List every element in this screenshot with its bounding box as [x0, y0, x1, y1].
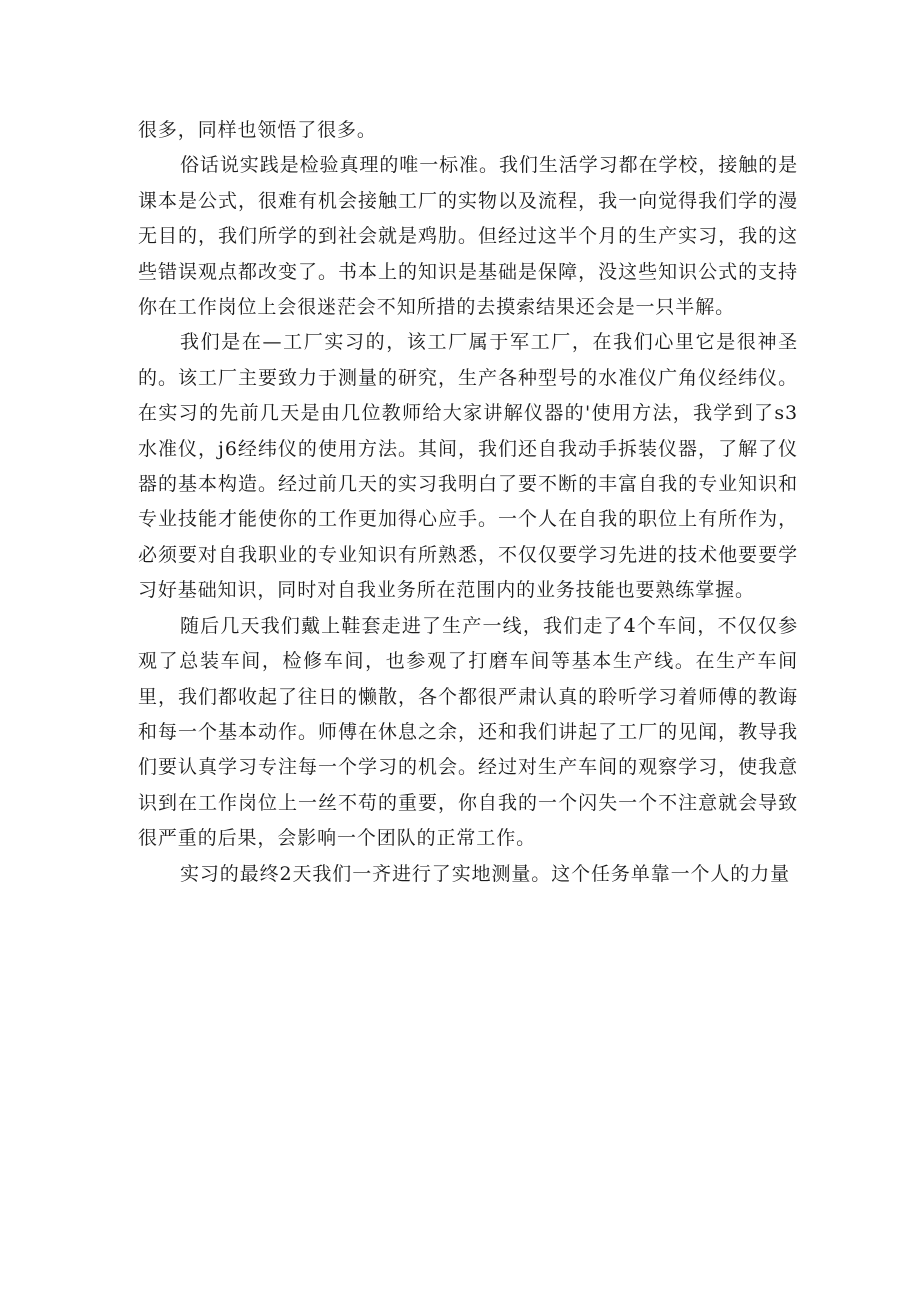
paragraph-3: 我们是在—工厂实习的，该工厂属于军工厂，在我们心里它是很神圣的。该工厂主要致力于测量的研究，生产各种型号的水准仪广角仪经纬仪。在实习的先前几天是由几位教师给大家讲解仪器的'使用方法，我学到了s3水准仪，j6经纬仪的使用方法。其间，我们还自我动手拆装仪器，了解了仪器的基本构造。经过前几天的实习我明白了要不断的丰富自我的专业知识和专业技能才能使你的工作更加得心应手。一个人在自我的职位上有所作为，必须要对自我职业的专业知识有所熟悉，不仅仅要学习先进的技术他要要学习好基础知识，同时对自我业务所在范围内的业务技能也要熟练掌握。 [138, 331, 798, 602]
paragraph-4: 随后几天我们戴上鞋套走进了生产一线，我们走了4个车间，不仅仅参观了总装车间，检修车间，也参观了打磨车间等基本生产线。在生产车间里，我们都收起了往日的懒散，各个都很严肃认真的聆听学习着师傅的教诲和每一个基本动作。师傅在休息之余，还和我们讲起了工厂的见闻，教导我们要认真学习专注每一个学习的机会。经过对生产车间的观察学习，使我意识到在工作岗位上一丝不苟的重要，你自我的一个闪失一个不注意就会导致很严重的后果，会影响一个团队的正常工作。 [138, 614, 798, 850]
paragraph-1: 很多，同样也领悟了很多。 [138, 119, 377, 141]
document-body [138, 113, 798, 892]
paragraph-2: 俗话说实践是检验真理的唯一标准。我们生活学习都在学校，接触的是课本是公式，很难有机会接触工厂的实物以及流程，我一向觉得我们学的漫无目的，我们所学的到社会就是鸡肋。但经过这半个月的生产实习，我的这些错误观点都改变了。书本上的知识是基础是保障，没这些知识公式的支持你在工作岗位上会很迷茫会不知所措的去摸索结果还会是一只半解。 [138, 154, 798, 319]
paragraph-5: 实习的最终2天我们一齐进行了实地测量。这个任务单靠一个人的力量 [180, 862, 790, 885]
